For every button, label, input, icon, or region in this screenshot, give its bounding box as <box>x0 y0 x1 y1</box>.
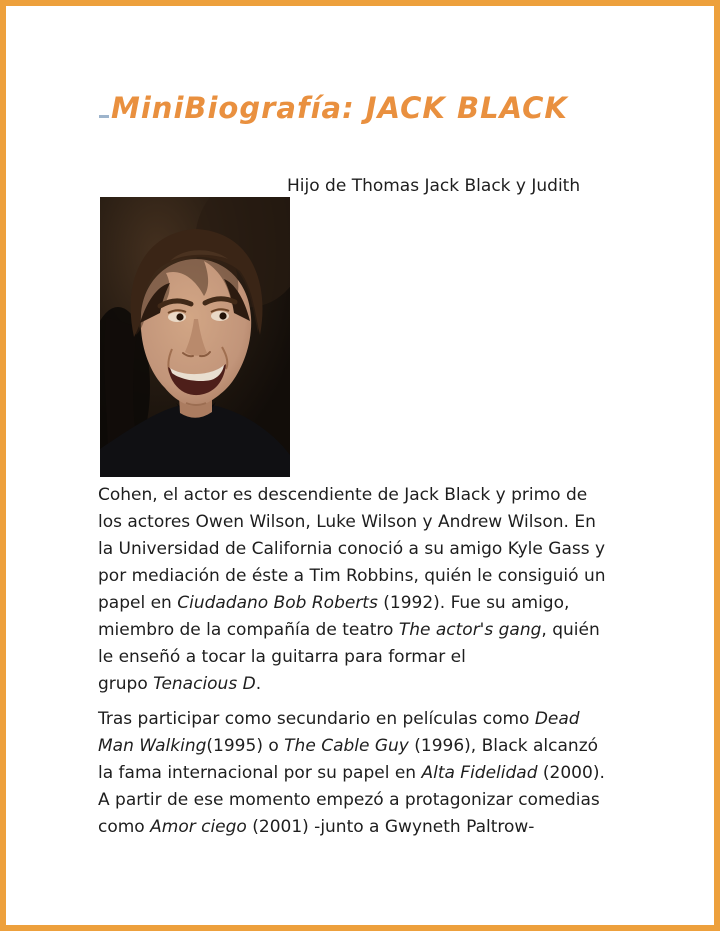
text-line: la Universidad de California conoció a su amigo Kyle Gass y <box>98 539 606 559</box>
title-underscore-mark <box>99 115 109 118</box>
text-line: como Amor ciego (2001) -junto a Gwyneth Paltrow- <box>98 817 535 837</box>
text-line: Man Walking(1995) o The Cable Guy (1996), Black alcanzó <box>98 736 599 756</box>
jack-black-portrait-illustration <box>100 197 290 477</box>
text-line: la fama internacional por su papel en Alta Fidelidad (2000). <box>98 763 605 783</box>
page-title <box>99 91 568 125</box>
intro-text: Hijo de Thomas Jack Black y Judith <box>287 176 581 196</box>
jack-black-photo <box>100 197 290 477</box>
text-line: A partir de ese momento empezó a protagonizar comedias <box>98 790 600 810</box>
text-line: papel en Ciudadano Bob Roberts (1992). Fue su amigo, <box>98 593 570 613</box>
paragraph-film-breakthrough <box>98 706 658 841</box>
text-line: le enseñó a tocar la guitarra para formar el <box>98 647 466 667</box>
text-line: por mediación de éste a Tim Robbins, quién le consiguió un <box>98 566 606 586</box>
text-line: grupo Tenacious D. <box>98 674 262 694</box>
page-title-text: MiniBiografía: JACK BLACK <box>111 91 568 125</box>
paragraph-career-origins <box>98 482 658 698</box>
text-line: Tras participar como secundario en películas como Dead <box>98 709 580 729</box>
text-line: Cohen, el actor es descendiente de Jack Black y primo de <box>98 485 588 505</box>
text-line: los actores Owen Wilson, Luke Wilson y Andrew Wilson. En <box>98 512 596 532</box>
text-line: miembro de la compañía de teatro The actor's gang, quién <box>98 620 600 640</box>
